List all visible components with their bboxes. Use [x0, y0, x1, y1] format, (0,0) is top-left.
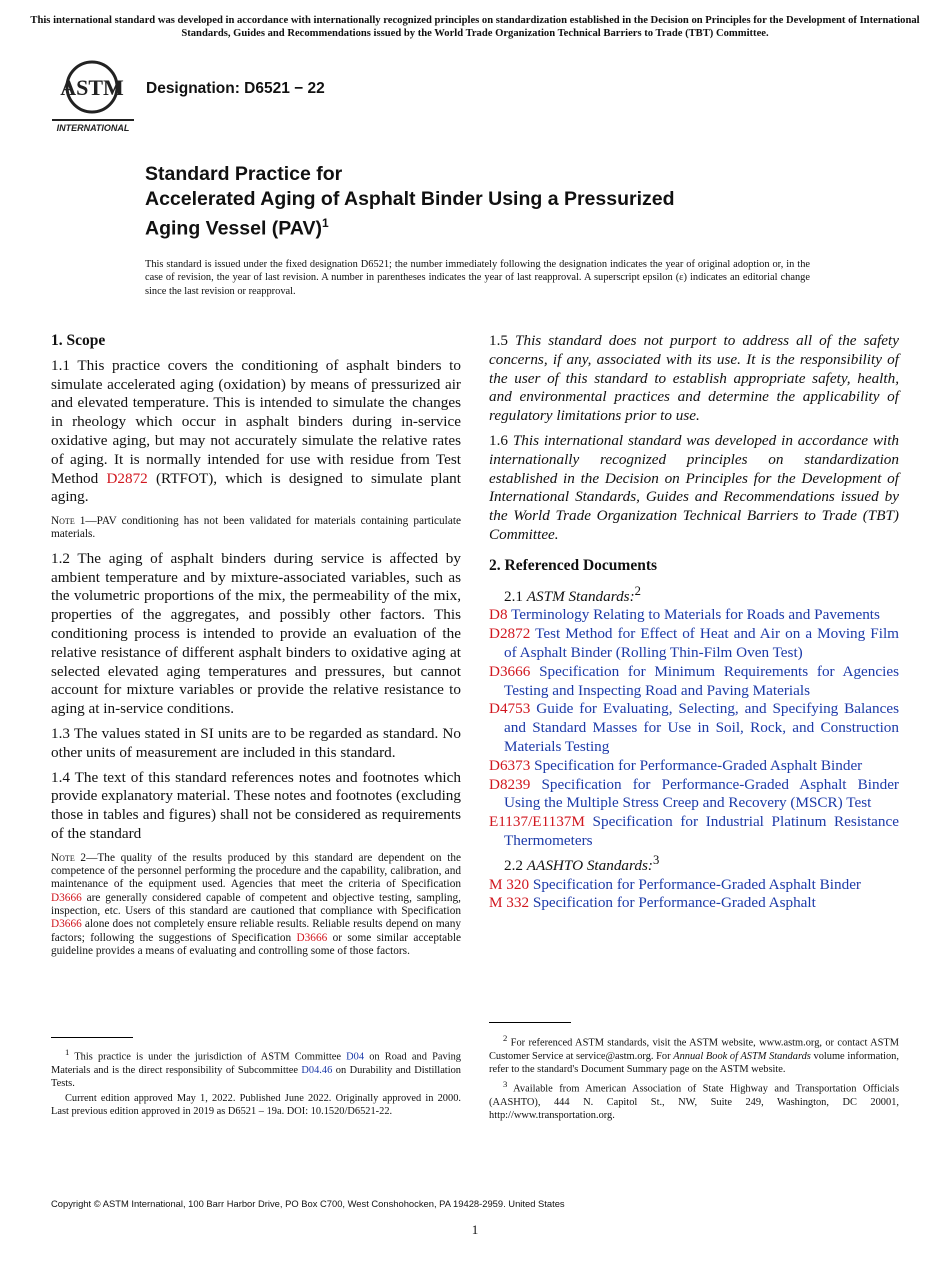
title-line-2: Accelerated Aging of Asphalt Binder Using a Pressurized [145, 187, 675, 210]
reference-item [489, 894, 899, 913]
astm-standards-label: 2.1 ASTM Standards:$^2$ [504, 583, 641, 605]
section-heading-scope: 1. Scope [51, 332, 106, 349]
reference-title-link[interactable]: Guide for Evaluating, Selecting, and Specifying Balances and Standard Masses for Use in Soil, Rock, and Construction Materials Testing [504, 700, 899, 755]
reference-title-link[interactable]: Specification for Minimum Requirements for Agencies Testing and Inspecting Road and Paving Materials [504, 662, 899, 699]
reference-title-link[interactable]: Specification for Performance-Graded Asphalt Binder [530, 756, 863, 774]
reference-code-link[interactable]: D8239 [489, 775, 531, 793]
reference-item [489, 606, 899, 625]
reference-title-link[interactable]: Specification for Performance-Graded Asphalt [529, 894, 816, 912]
designation: Designation: D6521 − 22 [146, 80, 325, 97]
footnote-1: $^1$ This practice is under the jurisdiction of ASTM Committee D04 on Road and Paving Materials and is the direct responsibility of Subcommittee D04.46 on Durability and Distillation Tests. [51, 1047, 461, 1089]
link-d04-46[interactable]: D04.46 [301, 1064, 333, 1076]
link-d3666[interactable]: D3666 [51, 918, 82, 931]
page-title [145, 162, 865, 241]
paragraph-1-3: 1.3 The values stated in SI units are to be regarded as standard. No other units of measurement are included in this standard. [51, 724, 461, 761]
reference-title-link[interactable]: Terminology Relating to Materials for Roads and Pavements [507, 606, 880, 624]
right-column [489, 332, 899, 913]
astm-logo [52, 57, 134, 133]
note-1: Note 1—PAV conditioning has not been validated for materials containing particulate materials. [51, 515, 461, 541]
reference-item [489, 876, 899, 895]
referenced-documents [489, 582, 899, 914]
intro-paragraph: This standard is issued under the fixed designation D6521; the number immediately following the designation indicates the year of original adoption or, in the case of revision, the year of last revision. A number in parentheses indicates the year of last reapproval. A superscript epsilon (ε) indicates an editorial change since the last revision or reapproval. [145, 259, 810, 297]
reference-code-link[interactable]: D2872 [489, 625, 531, 643]
page-number: 1 [471, 1222, 479, 1237]
footnotes-left [51, 1046, 461, 1120]
paragraph-1-5: 1.5 This standard does not purport to address all of the safety concerns, if any, associated with its use. It is the responsibility of the user of this standard to establish appropriate safety, health, and environmental practices and determine the applicability of regulatory limitations prior to use. [489, 332, 900, 425]
footnote-rule-right [489, 1022, 571, 1023]
reference-item [489, 757, 899, 776]
svg-text:ASTM: ASTM [60, 75, 124, 100]
reference-title-link[interactable]: Specification for Performance-Graded Asphalt Binder [529, 875, 861, 893]
paragraph-1-4: 1.4 The text of this standard references notes and footnotes which provide explanatory material. These notes and footnotes (excluding those in tables and figures) shall not be considered as requirements of the standard [51, 768, 461, 842]
link-d3666[interactable]: D3666 [51, 891, 82, 904]
reference-item [489, 625, 899, 663]
copyright: Copyright © ASTM International, 100 Barr Harbor Drive, PO Box C700, West Conshohocken, PA 19428-2959. United States [51, 1198, 565, 1209]
reference-item [489, 813, 899, 851]
aashto-standards-label: 2.2 AASHTO Standards:$^3$ [504, 852, 660, 874]
reference-code-link[interactable]: M 332 [489, 894, 530, 912]
svg-text:INTERNATIONAL: INTERNATIONAL [56, 123, 130, 133]
reference-title-link[interactable]: Specification for Industrial Platinum Resistance Thermometers [504, 813, 899, 849]
link-d04[interactable]: D04 [346, 1051, 365, 1063]
note-2: Note 2—The quality of the results produced by this standard are dependent on the competence of the personnel performing the procedure and the capability, calibration, and maintenance of the equipment used. Agencies that meet the criteria of Specification D3666 are generally considered capable of competent and objective testing, sampling, inspection, etc. Users of this standard are cautioned that compliance with Specification D3666 alone does not completely ensure reliable results. Reliable results depend on many factors; following the suggestions of Specification D3666 or some similar acceptable guideline provides a means of evaluating and controlling some of those factors. [51, 851, 461, 957]
footnote-edition: Current edition approved May 1, 2022. Published June 2022. Originally approved in 2000. Last previous edition approved in 2019 as D6521 – 19a. DOI: 10.1520/D6521-22. [51, 1093, 461, 1118]
reference-item [489, 700, 899, 756]
reference-code-link[interactable]: D8 [489, 606, 508, 624]
title-footnote-mark: 1 [322, 216, 329, 230]
footnotes-right [489, 1032, 899, 1124]
reference-title-link[interactable]: Test Method for Effect of Heat and Air on a Moving Film of Asphalt Binder (Rolling Thin-Film Oven Test) [504, 625, 899, 662]
reference-code-link[interactable]: D4753 [489, 700, 531, 718]
paragraph-1-6: 1.6 This international standard was developed in accordance with internationally recognized principles on standardization established in the Decision on Principles for the Development of International Standards, Guides and Recommendations issued by the World Trade Organization Technical Barriers to Trade (TBT) Committee. [489, 431, 900, 543]
paragraph-1-2: 1.2 The aging of asphalt binders during service is affected by ambient temperature and by mixture-associated variables, such as the volumetric proportions of the mix, the permeability of the mix, properties of the aggregates, and possibly other factors. This conditioning process is intended to provide an evaluation of the relative resistance of different asphalt binders to oxidative aging at selected elevated aging temperatures and pressures, but cannot account for mixture variables or provide the relative resistance to aging at in-service conditions. [51, 549, 461, 718]
link-d3666[interactable]: D3666 [296, 931, 328, 944]
title-line-3: Aging Vessel (PAV) [145, 217, 322, 240]
reference-code-link[interactable]: D6373 [489, 756, 531, 774]
reference-title-link[interactable]: Specification for Performance-Graded Asphalt Binder Using the Multiple Stress Creep and Recovery (MSCR) Test [504, 775, 899, 812]
reference-code-link[interactable]: M 320 [489, 875, 530, 893]
link-d2872[interactable]: D2872 [106, 469, 148, 487]
top-notice: This international standard was developed in accordance with internationally recognized principles on standardization established in the Decision on Principles for the Development of International Standards, Guides and Recommendations issued by the World Trade Organization Technical Barriers to Trade (TBT) Committee. [30, 15, 920, 39]
paragraph-1-1: 1.1 This practice covers the conditioning of asphalt binders to simulate accelerated aging (oxidation) by means of pressurized air and elevated temperature. This is intended to simulate the changes in rheology which occur in asphalt binders during in-service oxidative aging, but may not accurately simulate the relative rates of aging. It is normally intended for use with residue from Test Method D2872 (RTFOT), which is designed to simulate plant aging. [51, 356, 461, 506]
section-heading-referenced-documents: 2. Referenced Documents [489, 556, 658, 574]
reference-code-link[interactable]: D3666 [489, 662, 531, 680]
footnote-3: $^3$ Available from American Association of State Highway and Transportation Officials (AASHTO), 444 N. Capitol St., NW, Suite 249, Washington, DC 20001, http://www.transportation.org. [489, 1079, 899, 1121]
footnote-rule-left [51, 1037, 133, 1038]
title-line-1: Standard Practice for [145, 163, 343, 185]
left-column [51, 332, 461, 966]
reference-item [489, 776, 899, 814]
reference-item [489, 663, 899, 701]
footnote-2: $^2$ For referenced ASTM standards, visit the ASTM website, www.astm.org, or contact ASTM Customer Service at service@astm.org. For Annual Book of ASTM Standards volume information, refer to the standard's Document Summary page on the ASTM website. [489, 1033, 899, 1075]
reference-code-link[interactable]: E1137/E1137M [489, 813, 585, 831]
